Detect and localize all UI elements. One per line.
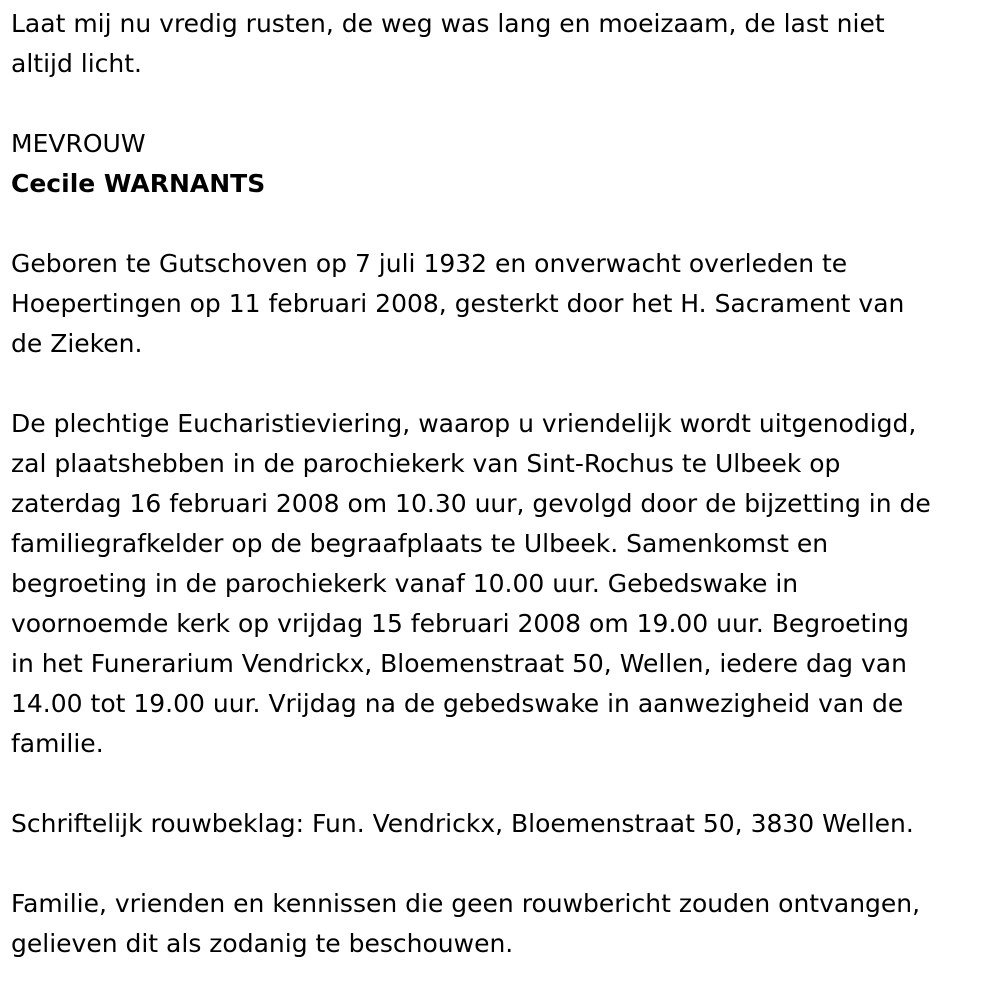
obituary-document	[11, 4, 996, 964]
text-line: De plechtige Eucharistieviering, waarop u vriendelijk wordt uitgenodigd,	[11, 409, 917, 438]
text-line: Familie, vrienden en kennissen die geen rouwbericht zouden ontvangen,	[11, 889, 921, 918]
text-line: 14.00 tot 19.00 uur. Vrijdag na de gebedswake in aanwezigheid van de	[11, 689, 904, 718]
text-line: voornoemde kerk op vrijdag 15 februari 2008 om 19.00 uur. Begroeting	[11, 609, 909, 638]
paragraph-spacer	[11, 84, 996, 124]
condolence-paragraph	[11, 804, 996, 844]
paragraph-spacer	[11, 364, 996, 404]
text-line: Geboren te Gutschoven op 7 juli 1932 en onverwacht overleden te	[11, 249, 848, 278]
text-line: zaterdag 16 februari 2008 om 10.30 uur, gevolgd door de bijzetting in de	[11, 489, 931, 518]
opening-quote	[11, 4, 996, 84]
text-line: de Zieken.	[11, 329, 143, 358]
paragraph-spacer	[11, 204, 996, 244]
text-line: Laat mij nu vredig rusten, de weg was lang en moeizaam, de last niet	[11, 9, 885, 38]
deceased-name: Cecile WARNANTS	[11, 169, 266, 198]
text-line: begroeting in de parochiekerk vanaf 10.00 uur. Gebedswake in	[11, 569, 799, 598]
ceremony-paragraph	[11, 404, 996, 764]
text-line: gelieven dit als zodanig te beschouwen.	[11, 929, 514, 958]
paragraph-spacer	[11, 764, 996, 804]
paragraph-spacer	[11, 844, 996, 884]
closing-paragraph	[11, 884, 996, 964]
text-line: zal plaatshebben in de parochiekerk van Sint-Rochus te Ulbeek op	[11, 449, 841, 478]
text-line: altijd licht.	[11, 49, 143, 78]
text-line: Schriftelijk rouwbeklag: Fun. Vendrickx, Bloemenstraat 50, 3830 Wellen.	[11, 809, 914, 838]
text-line: Hoepertingen op 11 februari 2008, gesterkt door het H. Sacrament van	[11, 289, 905, 318]
text-line: familie.	[11, 729, 104, 758]
title-prefix: MEVROUW	[11, 129, 146, 158]
text-line: familiegrafkelder op de begraafplaats te Ulbeek. Samenkomst en	[11, 529, 829, 558]
birth-death-paragraph	[11, 244, 996, 364]
text-line: in het Funerarium Vendrickx, Bloemenstraat 50, Wellen, iedere dag van	[11, 649, 907, 678]
